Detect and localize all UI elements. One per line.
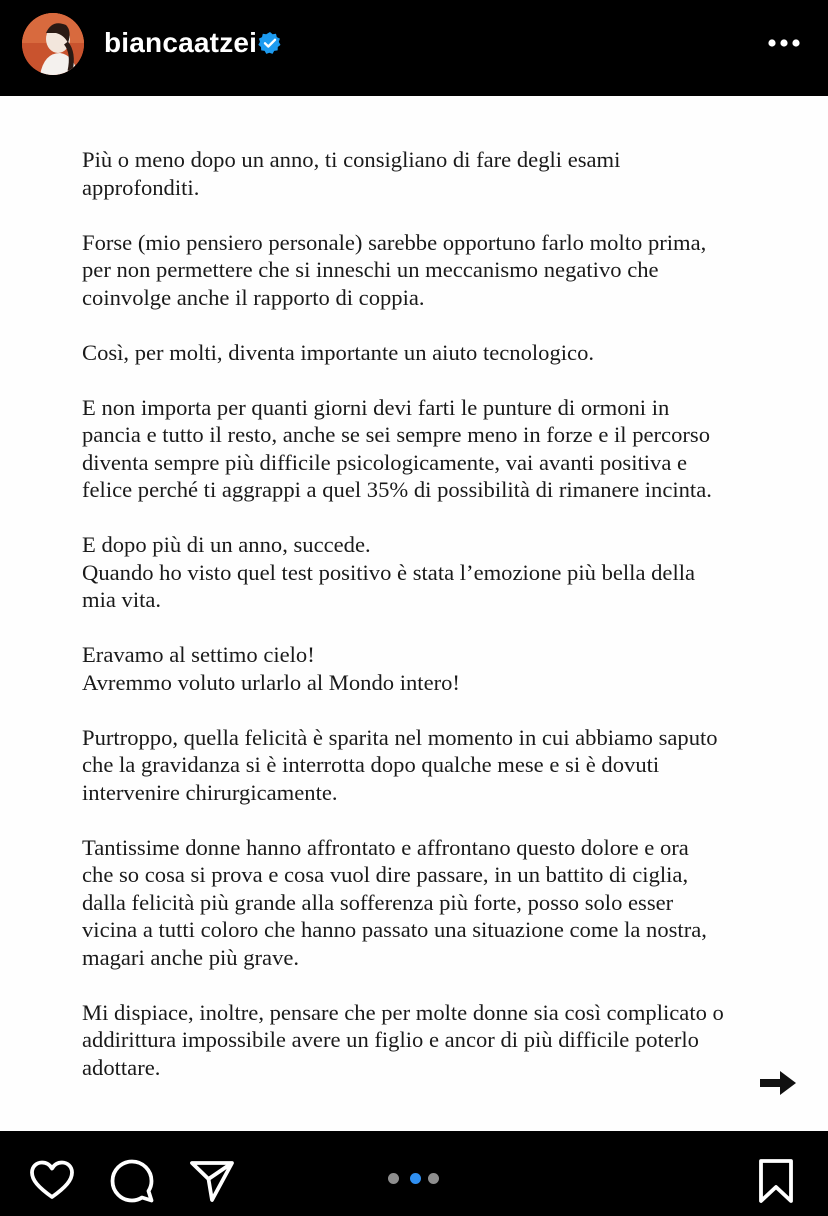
arrow-right-icon[interactable] <box>758 1068 798 1098</box>
post-letter-text <box>82 146 802 1109</box>
profile-avatar[interactable] <box>22 13 84 75</box>
post-action-bar <box>0 1131 828 1216</box>
paragraph: Forse (mio pensiero personale) sarebbe opportuno farlo molto prima, per non permettere che si inneschi un meccanismo negativo che coinvolge anche il rapporto di coppia. <box>82 229 707 310</box>
paragraph: Tantissime donne hanno affrontato e affrontano questo dolore e ora che so cosa si prova e cosa vuol dire passare, in un battito di ciglia, dalla felicità più grande alla sofferenza più forte, posso solo esser vicina a tutti coloro che hanno passato una situazione come la nostra, magari anche più grave. <box>82 834 707 970</box>
carousel-dot <box>428 1173 439 1184</box>
carousel-dot <box>410 1173 421 1184</box>
paragraph: E non importa per quanti giorni devi farti le punture di ormoni in pancia e tutto il resto, anche se sei sempre meno in forze e il percorso diventa sempre più difficile psicologicamente, vai avanti positiva e felice perché ti aggrappi a quel 35% di possibilità di rimanere incinta. <box>82 394 712 502</box>
heart-icon[interactable] <box>28 1157 76 1205</box>
comment-icon[interactable] <box>108 1157 156 1205</box>
carousel-indicator <box>386 1173 446 1187</box>
avatar-image <box>22 13 84 75</box>
paragraph: Mi dispiace, inoltre, pensare che per molte donne sia così complicato o addirittura impossibile avere un figlio e ancor di più difficile poterlo adottare. <box>82 999 724 1080</box>
bookmark-icon[interactable] <box>752 1157 800 1205</box>
paragraph: Più o meno dopo un anno, ti consigliano di fare degli esami approfonditi. <box>82 147 621 200</box>
paragraph: Così, per molti, diventa importante un aiuto tecnologico. <box>82 339 595 365</box>
verified-badge-icon <box>258 31 282 55</box>
share-icon[interactable] <box>188 1157 236 1205</box>
post-header <box>0 0 828 96</box>
paragraph: Eravamo al settimo cielo! Avremmo voluto urlarlo al Mondo intero! <box>82 642 460 695</box>
paragraph: Purtroppo, quella felicità è sparita nel momento in cui abbiamo saputo che la gravidanza si è interrotta dopo qualche mese e si è dovuti intervenire chirurgicamente. <box>82 724 718 805</box>
post-image <box>0 96 828 1131</box>
carousel-dot <box>388 1173 399 1184</box>
paragraph: E dopo più di un anno, succede. Quando ho visto quel test positivo è stata l’emozione più bella della mia vita. <box>82 532 696 612</box>
username[interactable]: biancaatzei <box>104 27 258 58</box>
more-options-icon[interactable] <box>764 30 804 56</box>
